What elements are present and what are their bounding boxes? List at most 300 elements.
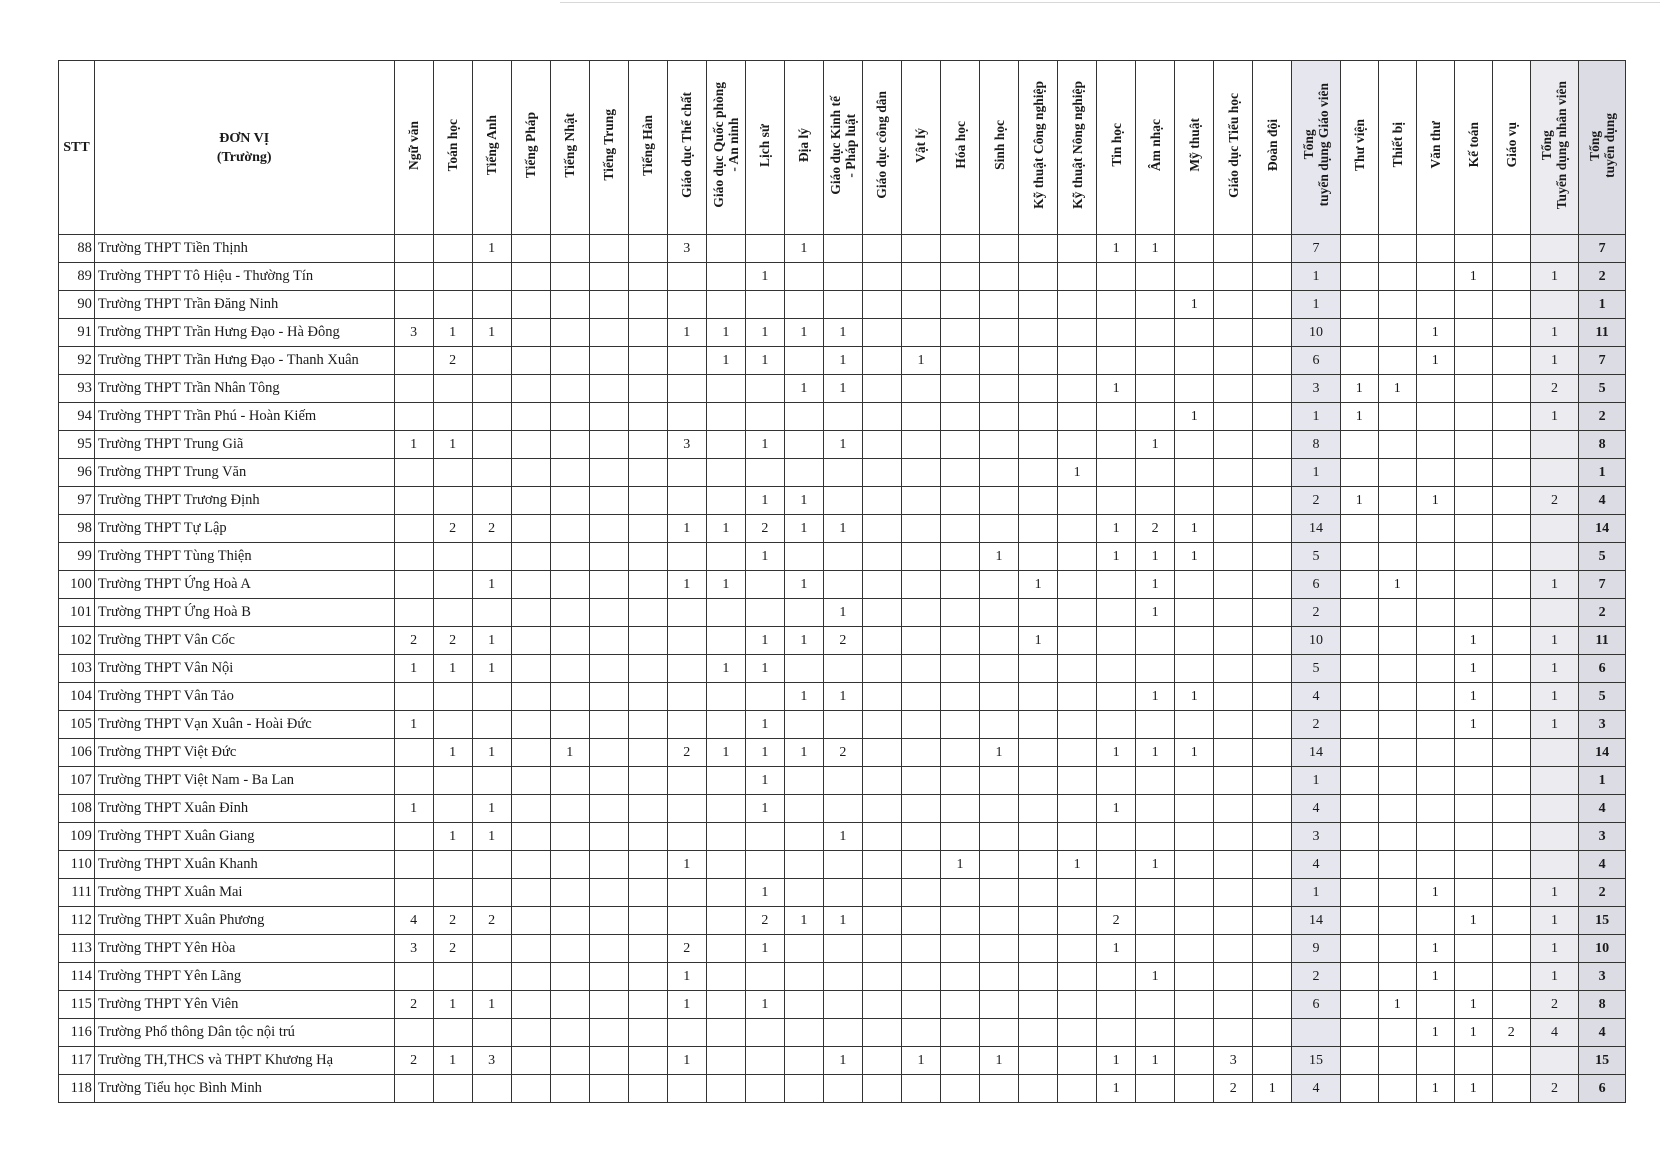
row-cell: 1: [433, 431, 472, 459]
row-cell: 1: [1454, 1075, 1492, 1103]
scan-top-edge: [560, 2, 1660, 3]
row-cell: [823, 235, 862, 263]
row-cell: [784, 935, 823, 963]
row-cell: [1136, 935, 1175, 963]
row-cell: [784, 795, 823, 823]
row-cell: [745, 599, 784, 627]
row-cell: [940, 1019, 979, 1047]
row-cell: 1: [1292, 263, 1341, 291]
row-cell: [1253, 543, 1292, 571]
row-cell: [940, 291, 979, 319]
row-cell: [1378, 655, 1416, 683]
row-cell: [823, 487, 862, 515]
table-body: [59, 235, 1626, 1103]
row-cell: [980, 431, 1019, 459]
row-cell: [1340, 1075, 1378, 1103]
row-cell: [667, 907, 706, 935]
row-cell: [1253, 851, 1292, 879]
row-cell: 1: [940, 851, 979, 879]
row-cell: [628, 1075, 667, 1103]
row-cell: 1: [667, 515, 706, 543]
row-cell: [1175, 347, 1214, 375]
row-cell: 1: [1097, 235, 1136, 263]
header-subject-0-label: Ngữ văn: [406, 120, 422, 170]
row-cell: [1253, 739, 1292, 767]
row-cell: [1097, 879, 1136, 907]
row-cell: [706, 1019, 745, 1047]
row-cell: [784, 1019, 823, 1047]
row-cell: [550, 235, 589, 263]
row-cell: 1: [706, 655, 745, 683]
row-cell: [862, 459, 901, 487]
row-cell: [1454, 935, 1492, 963]
row-cell: [862, 711, 901, 739]
row-cell: [628, 375, 667, 403]
row-cell: [862, 431, 901, 459]
row-cell: [1136, 627, 1175, 655]
row-cell: [823, 571, 862, 599]
row-cell: 1: [667, 991, 706, 1019]
row-cell: [1340, 319, 1378, 347]
row-stt: 113: [59, 935, 95, 963]
row-cell: [1214, 487, 1253, 515]
row-cell: [628, 347, 667, 375]
row-cell: 7: [1579, 571, 1626, 599]
row-cell: [862, 543, 901, 571]
row-cell: [940, 767, 979, 795]
row-cell: 1: [1416, 935, 1454, 963]
row-cell: [1058, 431, 1097, 459]
row-cell: 1: [1292, 879, 1341, 907]
row-cell: 2: [1579, 879, 1626, 907]
row-cell: [628, 571, 667, 599]
row-cell: 2: [1579, 599, 1626, 627]
row-cell: 2: [1530, 375, 1579, 403]
row-cell: [550, 403, 589, 431]
row-cell: 1: [667, 963, 706, 991]
row-cell: [1019, 347, 1058, 375]
row-cell: [1097, 571, 1136, 599]
row-cell: [940, 683, 979, 711]
row-cell: [706, 599, 745, 627]
row-cell: [862, 403, 901, 431]
header-subject-22: [1253, 61, 1292, 235]
row-cell: 10: [1579, 935, 1626, 963]
row-cell: 1: [394, 431, 433, 459]
row-cell: [1454, 851, 1492, 879]
row-cell: [1378, 711, 1416, 739]
row-cell: 1: [823, 599, 862, 627]
row-cell: [1378, 543, 1416, 571]
row-cell: 3: [1579, 711, 1626, 739]
row-cell: [1416, 599, 1454, 627]
row-cell: 1: [667, 851, 706, 879]
row-cell: 8: [1579, 431, 1626, 459]
row-cell: [1253, 375, 1292, 403]
row-cell: [1097, 823, 1136, 851]
row-cell: [980, 711, 1019, 739]
row-cell: 1: [1530, 655, 1579, 683]
row-cell: 1: [1097, 795, 1136, 823]
row-cell: 1: [745, 767, 784, 795]
row-cell: [980, 851, 1019, 879]
row-cell: [1253, 879, 1292, 907]
row-cell: 1: [823, 431, 862, 459]
row-cell: [1058, 599, 1097, 627]
row-cell: 1: [394, 655, 433, 683]
row-cell: [667, 459, 706, 487]
row-cell: 2: [745, 515, 784, 543]
row-cell: [1378, 291, 1416, 319]
row-cell: [1019, 515, 1058, 543]
row-cell: [472, 263, 511, 291]
row-cell: [472, 1075, 511, 1103]
row-cell: [784, 767, 823, 795]
row-cell: [511, 431, 550, 459]
row-cell: [628, 851, 667, 879]
row-stt: 88: [59, 235, 95, 263]
row-cell: [823, 459, 862, 487]
row-cell: [901, 935, 940, 963]
row-cell: [901, 571, 940, 599]
header-subject-8: [706, 61, 745, 235]
row-cell: 1: [472, 571, 511, 599]
row-cell: [550, 319, 589, 347]
row-cell: 1: [1340, 487, 1378, 515]
row-cell: [589, 459, 628, 487]
row-cell: 7: [1292, 235, 1341, 263]
row-cell: [823, 879, 862, 907]
row-cell: [394, 851, 433, 879]
row-cell: [550, 347, 589, 375]
row-cell: 1: [472, 739, 511, 767]
table-row: [59, 823, 1626, 851]
row-cell: 1: [667, 571, 706, 599]
row-cell: 1: [823, 907, 862, 935]
row-cell: [1136, 347, 1175, 375]
row-stt: 98: [59, 515, 95, 543]
row-cell: [1492, 711, 1530, 739]
row-stt: 91: [59, 319, 95, 347]
row-cell: [1378, 235, 1416, 263]
row-cell: 1: [472, 655, 511, 683]
table-header-row: [59, 61, 1626, 235]
header-subject-18-label: Tin học: [1108, 123, 1124, 167]
row-cell: [511, 571, 550, 599]
row-cell: [1019, 823, 1058, 851]
row-cell: [433, 263, 472, 291]
row-cell: [1340, 767, 1378, 795]
row-cell: 2: [433, 627, 472, 655]
row-cell: 8: [1292, 431, 1341, 459]
row-cell: 1: [1378, 375, 1416, 403]
header-staff-2: [1416, 61, 1454, 235]
row-cell: [394, 1019, 433, 1047]
row-cell: [1454, 375, 1492, 403]
row-cell: [1530, 431, 1579, 459]
header-grand-total: [1579, 61, 1626, 235]
row-cell: [511, 487, 550, 515]
row-cell: [1058, 711, 1097, 739]
row-cell: [511, 907, 550, 935]
row-cell: 1: [901, 1047, 940, 1075]
row-cell: [589, 347, 628, 375]
row-cell: [1492, 683, 1530, 711]
row-cell: [901, 515, 940, 543]
row-cell: 2: [394, 1047, 433, 1075]
row-cell: [1214, 375, 1253, 403]
row-cell: [1253, 347, 1292, 375]
row-cell: 7: [1579, 235, 1626, 263]
row-cell: 1: [706, 571, 745, 599]
row-cell: [1530, 851, 1579, 879]
row-school-name: Trường THPT Trương Định: [94, 487, 394, 515]
row-cell: [1097, 1019, 1136, 1047]
row-cell: [784, 347, 823, 375]
row-cell: [980, 515, 1019, 543]
row-cell: 1: [472, 823, 511, 851]
row-school-name: Trường THPT Tiền Thịnh: [94, 235, 394, 263]
row-school-name: Trường THPT Xuân Phương: [94, 907, 394, 935]
row-cell: [394, 823, 433, 851]
row-cell: [589, 403, 628, 431]
row-cell: 9: [1292, 935, 1341, 963]
header-staff-4: [1492, 61, 1530, 235]
row-cell: [940, 375, 979, 403]
row-cell: [628, 599, 667, 627]
row-cell: [472, 431, 511, 459]
row-cell: 5: [1292, 655, 1341, 683]
row-cell: [472, 403, 511, 431]
row-cell: [433, 403, 472, 431]
row-cell: 1: [1579, 767, 1626, 795]
header-subject-11: [823, 61, 862, 235]
header-subject-7-label: Giáo dục Thể chất: [679, 92, 695, 198]
row-cell: [511, 403, 550, 431]
row-cell: [1136, 403, 1175, 431]
row-cell: [901, 487, 940, 515]
recruitment-table: [58, 60, 1626, 1103]
row-cell: 1: [1416, 319, 1454, 347]
row-cell: [980, 655, 1019, 683]
row-cell: 1: [1253, 1075, 1292, 1103]
table-row: [59, 907, 1626, 935]
row-cell: [784, 1047, 823, 1075]
row-cell: [784, 263, 823, 291]
row-cell: [745, 375, 784, 403]
row-cell: [940, 627, 979, 655]
row-cell: [511, 291, 550, 319]
row-cell: [862, 823, 901, 851]
row-cell: [1175, 571, 1214, 599]
row-cell: [1454, 571, 1492, 599]
row-cell: [1175, 1019, 1214, 1047]
row-cell: [1253, 459, 1292, 487]
row-cell: [472, 683, 511, 711]
row-cell: 1: [784, 515, 823, 543]
row-cell: 3: [1579, 823, 1626, 851]
row-cell: [1378, 935, 1416, 963]
row-cell: [940, 1047, 979, 1075]
row-cell: [980, 599, 1019, 627]
row-cell: [511, 1019, 550, 1047]
row-cell: 1: [980, 1047, 1019, 1075]
row-cell: [1530, 291, 1579, 319]
row-cell: [1416, 907, 1454, 935]
header-staff-4-label: Giáo vụ: [1503, 122, 1519, 168]
row-cell: [1058, 515, 1097, 543]
row-cell: [1175, 879, 1214, 907]
row-cell: 4: [1530, 1019, 1579, 1047]
row-cell: [745, 683, 784, 711]
row-cell: 1: [1416, 347, 1454, 375]
row-cell: [1492, 263, 1530, 291]
row-cell: 1: [1530, 403, 1579, 431]
row-cell: [1175, 431, 1214, 459]
row-cell: [628, 683, 667, 711]
header-subject-2-label: Tiếng Anh: [484, 114, 500, 176]
row-cell: [1378, 1075, 1416, 1103]
row-cell: 1: [1136, 571, 1175, 599]
row-cell: [1214, 851, 1253, 879]
row-cell: [1378, 795, 1416, 823]
row-cell: [862, 627, 901, 655]
row-cell: 1: [433, 319, 472, 347]
row-cell: [1097, 627, 1136, 655]
header-staff-0: [1340, 61, 1378, 235]
row-cell: 1: [706, 739, 745, 767]
row-stt: 94: [59, 403, 95, 431]
row-cell: [433, 711, 472, 739]
row-cell: 2: [433, 907, 472, 935]
row-cell: [1454, 319, 1492, 347]
row-cell: 1: [1454, 627, 1492, 655]
row-cell: [394, 403, 433, 431]
row-cell: [901, 767, 940, 795]
row-stt: 104: [59, 683, 95, 711]
row-stt: 105: [59, 711, 95, 739]
row-cell: [589, 823, 628, 851]
row-cell: [940, 543, 979, 571]
row-cell: [1378, 627, 1416, 655]
row-cell: [472, 291, 511, 319]
row-cell: [589, 319, 628, 347]
row-cell: [784, 823, 823, 851]
table-row: [59, 487, 1626, 515]
row-cell: [394, 683, 433, 711]
row-cell: 1: [980, 739, 1019, 767]
row-cell: [901, 655, 940, 683]
row-cell: [823, 1019, 862, 1047]
row-cell: 11: [1579, 319, 1626, 347]
row-cell: [628, 319, 667, 347]
row-cell: 2: [1492, 1019, 1530, 1047]
row-cell: 1: [667, 1047, 706, 1075]
row-cell: [862, 879, 901, 907]
row-cell: [940, 319, 979, 347]
row-cell: [511, 235, 550, 263]
row-cell: [1097, 403, 1136, 431]
row-school-name: Trường THPT Vạn Xuân - Hoài Đức: [94, 711, 394, 739]
row-cell: 1: [1019, 627, 1058, 655]
row-cell: [901, 627, 940, 655]
row-cell: 1: [1136, 1047, 1175, 1075]
row-cell: [1292, 1019, 1341, 1047]
row-cell: [1214, 1019, 1253, 1047]
table-row: [59, 459, 1626, 487]
row-cell: 2: [433, 515, 472, 543]
row-cell: [1340, 907, 1378, 935]
row-cell: [589, 543, 628, 571]
row-cell: [1058, 1019, 1097, 1047]
row-cell: 1: [1454, 991, 1492, 1019]
row-cell: [1530, 795, 1579, 823]
header-staff-3-label: Kế toán: [1465, 122, 1481, 168]
row-cell: [940, 347, 979, 375]
row-cell: [628, 263, 667, 291]
row-cell: 1: [1136, 683, 1175, 711]
row-cell: 1: [394, 795, 433, 823]
row-cell: [1058, 1047, 1097, 1075]
header-total-teachers: [1292, 61, 1341, 235]
row-cell: [550, 571, 589, 599]
row-cell: [1175, 907, 1214, 935]
row-cell: [1019, 851, 1058, 879]
row-cell: [823, 1075, 862, 1103]
row-cell: [823, 711, 862, 739]
row-cell: 1: [1097, 739, 1136, 767]
row-cell: [1340, 711, 1378, 739]
row-cell: [901, 375, 940, 403]
row-cell: [1214, 263, 1253, 291]
row-cell: [1492, 879, 1530, 907]
header-subject-19-label: Âm nhạc: [1147, 118, 1163, 172]
row-cell: [1530, 459, 1579, 487]
row-cell: [901, 543, 940, 571]
row-cell: [550, 263, 589, 291]
header-subject-5: [589, 61, 628, 235]
header-subject-2: [472, 61, 511, 235]
row-cell: [940, 487, 979, 515]
row-cell: [1058, 655, 1097, 683]
row-cell: 1: [1097, 1075, 1136, 1103]
row-cell: [901, 291, 940, 319]
row-cell: [1416, 991, 1454, 1019]
row-cell: [550, 991, 589, 1019]
row-cell: [901, 403, 940, 431]
row-cell: [706, 1075, 745, 1103]
row-cell: [1492, 907, 1530, 935]
row-cell: 1: [1454, 907, 1492, 935]
row-cell: [1340, 627, 1378, 655]
row-cell: [784, 655, 823, 683]
row-cell: [940, 991, 979, 1019]
row-cell: [1136, 767, 1175, 795]
row-cell: [1175, 655, 1214, 683]
row-cell: [550, 767, 589, 795]
row-cell: 2: [472, 907, 511, 935]
row-cell: [628, 235, 667, 263]
header-unit-label: ĐƠN VỊ (Trường): [216, 130, 272, 165]
header-subject-17: [1058, 61, 1097, 235]
row-cell: 2: [394, 627, 433, 655]
row-stt: 90: [59, 291, 95, 319]
row-cell: [667, 347, 706, 375]
row-cell: [1214, 879, 1253, 907]
row-cell: 3: [472, 1047, 511, 1075]
row-cell: [511, 1047, 550, 1075]
row-cell: [628, 543, 667, 571]
